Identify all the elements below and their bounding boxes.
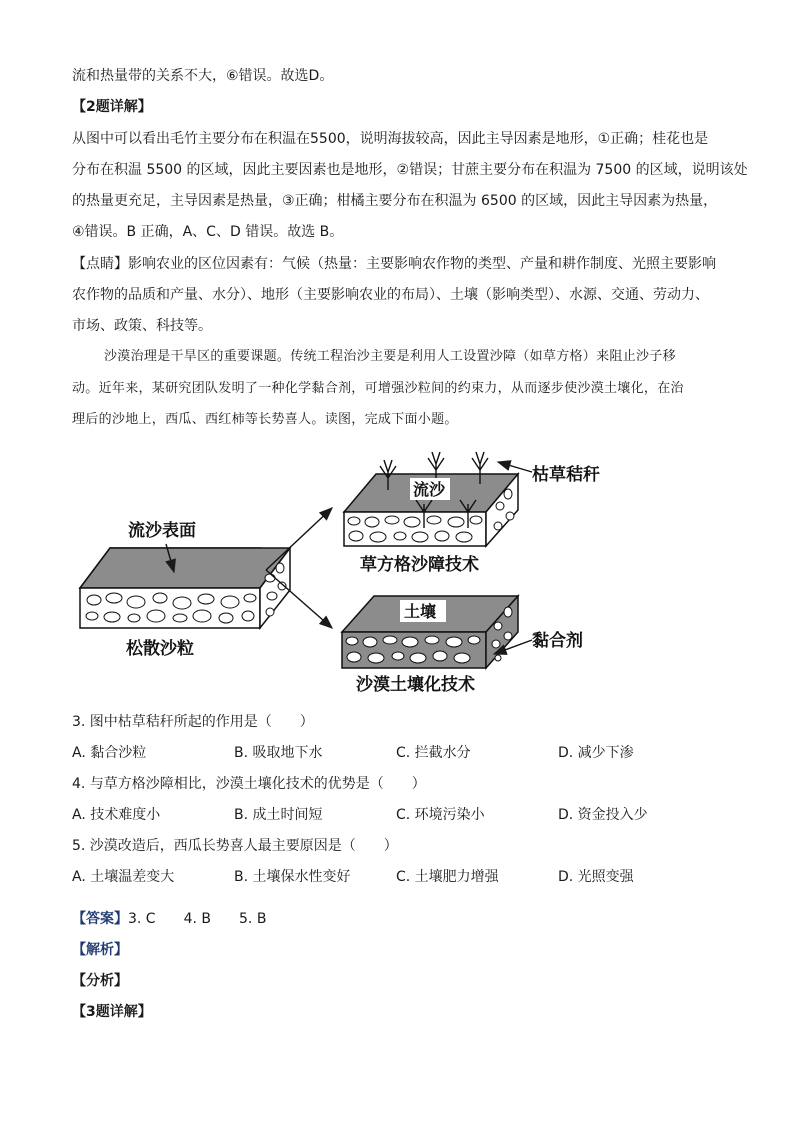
section-heading: 【2题详解】 <box>72 99 152 115</box>
passage-line: 动。近年来，某研究团队发明了一种化学黏合剂，可增强沙粒间的约束力，从而逐步使沙漠土壤化，在治 <box>72 381 684 396</box>
text-line: 分布在积温 5500 的区域，因此主要因素也是地形，②错误；甘蔗主要分布在积温为 7500 的区域，说明该处 <box>72 162 748 178</box>
text-line: 的热量更充足，主导因素是热量，③正确；柑橘主要分布在积温为 6500 的区域，因此主导因素为热量， <box>72 193 718 209</box>
question-4-stem: 4. 与草方格沙障相比，沙漠土壤化技术的优势是（ ） <box>72 776 426 792</box>
text-line: 农作物的品质和产量、水分）、地形（主要影响农业的布局）、土壤（影响类型）、水源、交通、劳动力、 <box>72 287 709 303</box>
question-3-option-c[interactable]: C. 拦截水分 <box>396 745 471 761</box>
question-3-option-b[interactable]: B. 吸取地下水 <box>234 745 323 761</box>
analysis-heading: 【解析】 <box>72 942 128 958</box>
label-grid-technique: 草方格沙障技术 <box>360 555 479 575</box>
label-soil: 土壤 <box>404 602 437 621</box>
question-3-option-d[interactable]: D. 减少下渗 <box>558 745 634 761</box>
label-loose-sand: 松散沙粒 <box>126 639 194 659</box>
answer-item: 4. B <box>183 911 212 927</box>
detail-heading: 【3题详解】 <box>72 1004 152 1020</box>
label-binder: 黏合剂 <box>532 631 583 651</box>
answer-line <box>72 909 732 929</box>
passage-line: 理后的沙地上，西瓜、西红柿等长势喜人。读图，完成下面小题。 <box>72 412 458 427</box>
question-5-option-c[interactable]: C. 土壤肥力增强 <box>396 869 499 885</box>
question-4-option-a[interactable]: A. 技术难度小 <box>72 807 161 823</box>
question-5-option-a[interactable]: A. 土壤温差变大 <box>72 869 175 885</box>
grass-grid-block <box>344 452 518 546</box>
label-straw: 枯草秸秆 <box>532 465 600 485</box>
answer-item: 3. C <box>128 911 156 927</box>
text-line: 从图中可以看出毛竹主要分布在积温在5500，说明海拔较高，因此主导因素是地形，①正确；桂花也是 <box>72 131 709 147</box>
question-3-stem: 3. 图中枯草秸秆所起的作用是（ ） <box>72 714 314 730</box>
answer-item: 5. B <box>239 911 267 927</box>
question-3-option-a[interactable]: A. 黏合沙粒 <box>72 745 147 761</box>
label-flowing-sand: 流沙 <box>413 480 446 499</box>
desert-treatment-diagram <box>70 440 630 702</box>
question-5-stem: 5. 沙漠改造后，西瓜长势喜人最主要原因是（ ） <box>72 838 398 854</box>
text-line: 市场、政策、科技等。 <box>72 318 212 334</box>
text-line: ④错误。B 正确，A、C、D 错误。故选 B。 <box>72 224 344 240</box>
text-line: 【点睛】影响农业的区位因素有：气候（热量：主要影响农作物的类型、产量和耕作制度、光照主要影响 <box>72 256 716 272</box>
passage-line: 沙漠治理是干旱区的重要课题。传统工程治沙主要是利用人工设置沙障（如草方格）来阻止沙子移 <box>104 349 676 364</box>
question-5-option-d[interactable]: D. 光照变强 <box>558 869 634 885</box>
loose-sand-block <box>80 548 290 628</box>
text-line: 流和热量带的关系不大，⑥错误。故选D。 <box>72 68 334 84</box>
question-5-option-b[interactable]: B. 土壤保水性变好 <box>234 869 351 885</box>
label-soil-technique: 沙漠土壤化技术 <box>356 675 475 695</box>
label-sand-surface: 流沙表面 <box>128 521 196 541</box>
question-4-option-c[interactable]: C. 环境污染小 <box>396 807 485 823</box>
question-4-option-b[interactable]: B. 成土时间短 <box>234 807 323 823</box>
question-4-option-d[interactable]: D. 资金投入少 <box>558 807 648 823</box>
answer-label: 【答案】 <box>72 911 128 927</box>
analysis-subheading: 【分析】 <box>72 973 128 989</box>
